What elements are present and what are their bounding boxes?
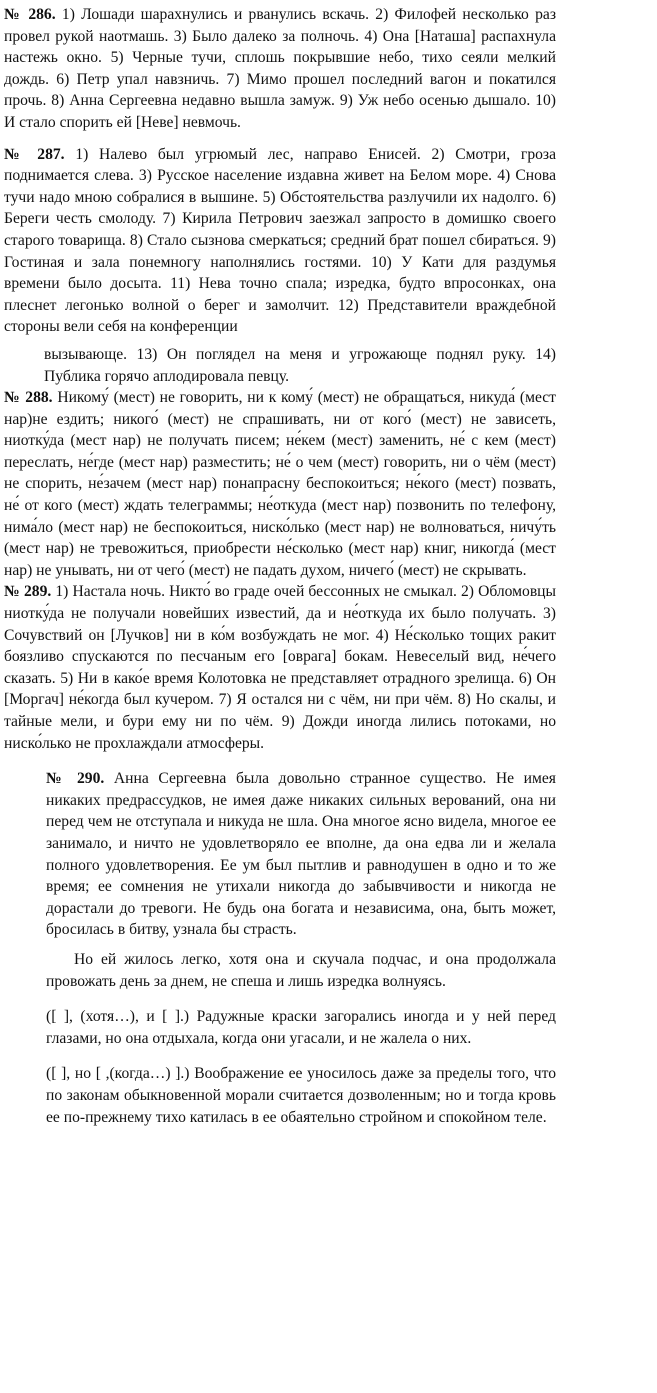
exercise-number: № 287. bbox=[4, 145, 65, 163]
scheme-text: ([ ], (хотя…), и [ ].) Радужные краски загорались иногда и у ней перед глазами, но она отдыхала, когда они угасали, и не жалела о них. bbox=[46, 1008, 556, 1047]
exercise-text: вызывающе. 13) Он поглядел на меня и угрожающе поднял руку. 14) Публика горячо аплодировала певцу. bbox=[44, 345, 556, 385]
exercise-289 bbox=[4, 581, 556, 754]
exercise-text: Но ей жилось легко, хотя она и скучала подчас, и она продолжала провожать день за днем, не спеша и лишь изредка волнуясь. bbox=[46, 950, 556, 990]
exercise-290-paragraph-2 bbox=[4, 949, 556, 992]
exercise-text: 1) Налево был угрюмый лес, направо Енисей. 2) Смотри, гроза поднимается слева. 3) Русское население издавна живет на Белом море. 4) Снова тучи надо мною собралися в вышине. 5) Обстоятельства разлучили их надолго. 6) Береги честь смолоду. 7) Кирила Петрович заезжал запросто в домишко своего старого товарища. 8) Стало сызнова смеркаться; средний брат пошел сбираться. 9) Гостиная и зала понемногу наполнялись гостями. 10) У Кати для раздумья времени было досыта. 11) Нева точно спала; изредка, будто впросонках, она плеснет легонько волной о берег и замолчит. 12) Представители враждебной стороны вели себя на конференции bbox=[4, 145, 556, 336]
exercise-290-scheme-1 bbox=[4, 1006, 556, 1049]
exercise-text: Никому́ (мест) не говорить, ни к кому́ (мест) не обращаться, никуда́ (мест нар)не ездить; никого́ (мест) не спрашивать, ни от кого́ (мест) не зависеть, ниотку́да (мест нар) не получать писем; не́кем (мест) заменить, не́ с кем (мест) переслать, не́где (мест нар) разместить; не́ о чем (мест) говорить, ни о чём (мест) не спорить, не́зачем (мест нар) понапрасну беспокоиться; не́кого (мест) позвать, не́ от кого (мест) ждать телеграммы; не́откуда (мест нар) позвонить по телефону, нима́ло (мест нар) не беспокоиться, ниско́лько (мест нар) не волноваться, ничу́ть (мест нар) не тревожиться, приобрести не́сколько (мест нар) книг, никогда́ (мест нар) не унывать, ни от чего́ (мест) не падать духом, ничего́ (мест) не скрывать. bbox=[4, 389, 556, 579]
exercise-290 bbox=[4, 768, 556, 941]
exercise-287 bbox=[4, 144, 556, 338]
exercise-number: № 288. bbox=[4, 389, 53, 407]
exercise-286 bbox=[4, 4, 556, 134]
scheme-text: ([ ], но [ ,(когда…) ].) Воображение ее уносилось даже за пределы того, что по законам обыкновенной морали считается дозволенным; но и тогда кровь ее по-прежнему тихо катилась в ее обаятельно стройном и спокойном теле. bbox=[46, 1065, 556, 1126]
exercise-number: № 289. bbox=[4, 583, 52, 601]
exercise-page bbox=[4, 4, 556, 1128]
exercise-number: № 286. bbox=[4, 6, 56, 23]
exercise-287-continuation bbox=[4, 344, 556, 387]
exercise-288 bbox=[4, 387, 556, 581]
exercise-text: 1) Лошади шарахнулись и рванулись вскачь. 2) Филофей несколько раз провел рукой наотмашь. 3) Было далеко за полночь. 4) Она [Наташа] распахнула настежь окно. 5) Черные тучи, сплошь покрывшие небо, тихо сеяли мелкий дождь. 6) Петр упал навзничь. 7) Мимо прошел последний вагон и покатился прочь. 8) Анна Сергеевна недавно вышла замуж. 9) Уж небо осенью дышало. 10) И стало спорить ей [Неве] невмочь. bbox=[4, 6, 556, 131]
exercise-text: Анна Сергеевна была довольно странное существо. Не имея никаких предрассудков, не имея даже никаких сильных верований, она ни перед чем не отступала и никуда не шла. Она многое ясно видела, многое ее занимало, и ничто не удовлетворяло ее вполне, да она едва ли и желала полного удовлетворения. Ее ум был пытлив и равнодушен в одно и то же время; ее сомнения не утихали никогда до забывчивости и никогда не дорастали до тревоги. Не будь она богата и независима, она, быть может, бросилась в битву, узнала бы страсть. bbox=[46, 770, 556, 939]
exercise-290-scheme-2 bbox=[4, 1063, 556, 1128]
exercise-text: 1) Настала ночь. Никто́ во граде очей бессонных не смыкал. 2) Обломовцы ниотку́да не получали новейших известий, да и не́откуда их было получать. 3) Сочувствий он [Лучков] ни в ко́м возбуждать не мог. 4) Не́сколько тощих ракит боязливо спускаются по песчаным его [оврага] бокам. Невеселый вид, не́чего сказать. 5) Ни в како́е время Колотовка не представляет отрадного зрелища. 6) Он [Моргач] не́когда был кучером. 7) Я остался ни с чём, ни при чём. 8) Но скалы, и тайные мели, и бури ему ни по чём. 9) Дожди иногда лились потоками, но ниско́лько не прохлаждали атмосферы. bbox=[4, 583, 557, 752]
exercise-number: № 290. bbox=[46, 770, 105, 788]
